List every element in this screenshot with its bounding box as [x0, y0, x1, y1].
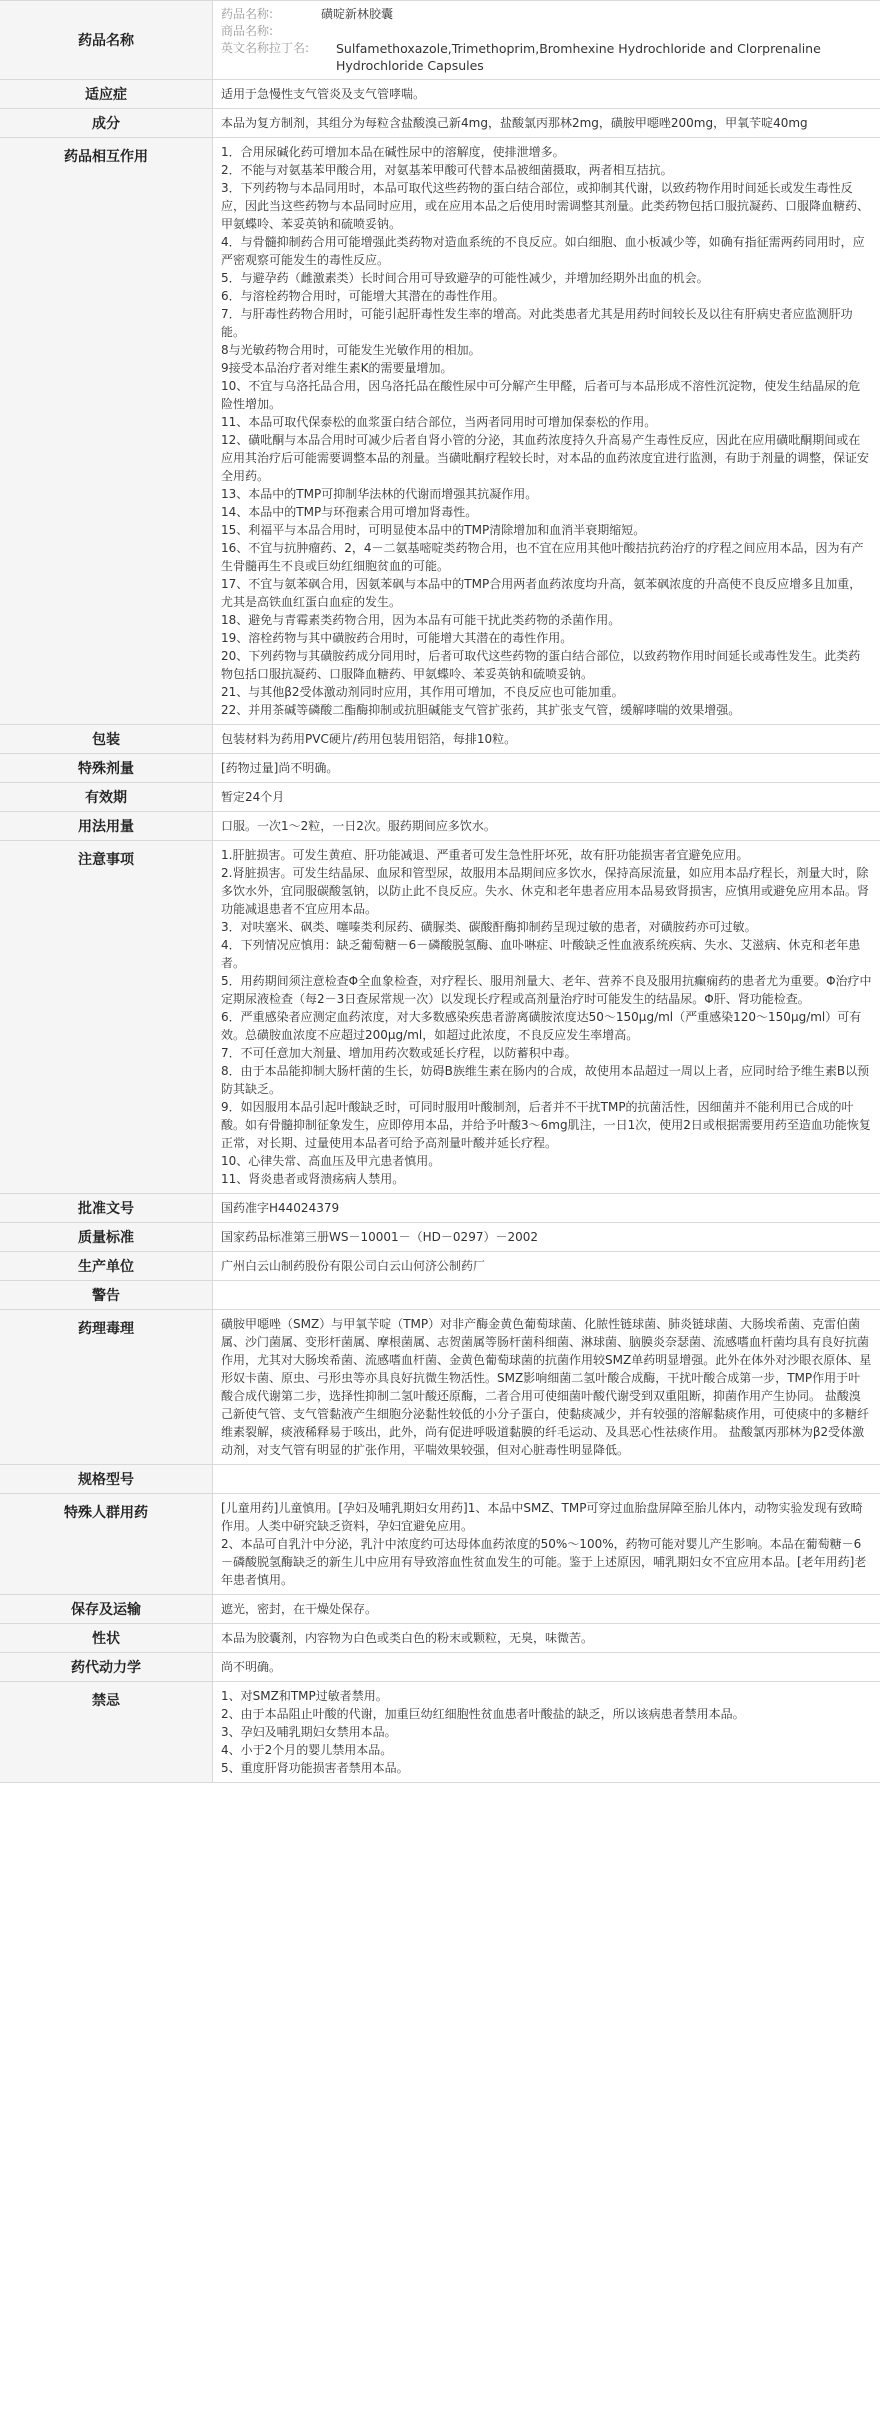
content-line: 13、本品中的TMP可抑制华法林的代谢而增强其抗凝作用。 — [221, 487, 538, 501]
content-line: 6．严重感染者应测定血药浓度，对大多数感染疾患者游离磺胺浓度达50～150μg/ml（严重感染120～150μg/ml）可有效。总磺胺血浓度不应超过200μg/ml，如超过此浓度，不良反应发生率增高。 — [221, 1010, 862, 1042]
section-label: 有效期 — [0, 783, 213, 811]
section-warning — [0, 1281, 880, 1310]
english-name-label: 英文名称拉丁名: — [221, 41, 310, 55]
content-line: 11、肾炎患者或肾溃疡病人禁用。 — [221, 1172, 405, 1186]
content-line: 广州白云山制药股份有限公司白云山何济公制药厂 — [221, 1259, 486, 1273]
section-content — [213, 754, 880, 782]
section-label: 警告 — [0, 1281, 213, 1309]
section-content — [213, 1494, 880, 1594]
section-approval — [0, 1194, 880, 1223]
english-name-value: Sulfamethoxazole,Trimethoprim,Bromhexine Hydrochloride and Clorprenaline Hydrochloride Capsules — [336, 41, 821, 73]
section-content — [213, 1682, 880, 1782]
section-label: 用法用量 — [0, 812, 213, 840]
content-line: 本品为胶囊剂，内容物为白色或类白色的粉末或颗粒，无臭，味微苦。 — [221, 1631, 594, 1645]
content-line: 国药准字H44024379 — [221, 1201, 340, 1215]
drug-names — [213, 1, 880, 79]
section-toxicology — [0, 1310, 880, 1465]
section-package — [0, 725, 880, 754]
section-label: 注意事项 — [0, 841, 213, 1193]
section-content — [213, 1310, 880, 1464]
content-line: 适用于急慢性支气管炎及支气管哮喘。 — [221, 87, 426, 101]
section-content — [213, 109, 880, 137]
content-line: 3、孕妇及哺乳期妇女禁用本品。 — [221, 1725, 397, 1739]
content-line: 1、对SMZ和TMP过敏者禁用。 — [221, 1689, 388, 1703]
section-content — [213, 1252, 880, 1280]
section-label: 规格型号 — [0, 1465, 213, 1493]
content-line: 8．由于本品能抑制大肠杆菌的生长，妨碍B族维生素在肠内的合成，故使用本品超过一周以上者，应同时给予维生素B以预防其缺乏。 — [221, 1064, 870, 1096]
section-label: 性状 — [0, 1624, 213, 1652]
section-standard — [0, 1223, 880, 1252]
section-content — [213, 138, 880, 724]
content-line: 1.肝脏损害。可发生黄疸、肝功能减退、严重者可发生急性肝坏死，故有肝功能损害者宜避免应用。 — [221, 848, 749, 862]
content-line: 2、本品可自乳汁中分泌，乳汁中浓度约可达母体血药浓度的50%～100%，药物可能对婴儿产生影响。本品在葡萄糖－6－磷酸脱氢酶缺乏的新生儿中应用有导致溶血性贫血发生的可能。鉴于上述原因，哺乳期妇女不宜应用本品。[老年用药]老年患者慎用。 — [221, 1537, 867, 1587]
section-label: 包装 — [0, 725, 213, 753]
section-content — [213, 1223, 880, 1251]
content-line: 遮光，密封，在干燥处保存。 — [221, 1602, 378, 1616]
section-content — [213, 725, 880, 753]
section-label: 成分 — [0, 109, 213, 137]
trade-name-label: 商品名称: — [221, 24, 274, 38]
section-storage — [0, 1595, 880, 1624]
section-content — [213, 783, 880, 811]
section-content — [213, 1653, 880, 1681]
content-line: 22、并用茶碱等磷酸二酯酶抑制或抗胆碱能支气管扩张药，其扩张支气管，缓解哮喘的效果增强。 — [221, 703, 741, 717]
content-line: 9．如因服用本品引起叶酸缺乏时，可同时服用叶酸制剂，后者并不干扰TMP的抗菌活性，因细菌并不能利用已合成的叶酸。如有骨髓抑制征象发生，应即停用本品，并给予叶酸3～6mg肌注，一日1次，使用2日或根据需要用药至造血功能恢复正常，对长期、过量使用本品者可给予高剂量叶酸并延长疗程。 — [221, 1100, 871, 1150]
section-content — [213, 1281, 880, 1309]
content-line: 4、小于2个月的婴儿禁用本品。 — [221, 1743, 393, 1757]
content-line: 磺胺甲噁唑（SMZ）与甲氧苄啶（TMP）对非产酶金黄色葡萄球菌、化脓性链球菌、肺炎链球菌、大肠埃希菌、克雷伯菌属、沙门菌属、变形杆菌属、摩根菌属、志贺菌属等肠杆菌科细菌、淋球菌、脑膜炎奈瑟菌、流感嗜血杆菌均具有良好抗菌作用，尤其对大肠埃希菌、流感嗜血杆菌、金黄色葡萄球菌的抗菌作用较SMZ单药明显增强。此外在体外对沙眼衣原体、星形奴卡菌、原虫、弓形虫等亦具良好抗微生物活性。SMZ影响细菌二氢叶酸合成酶，干扰叶酸合成第一步，TMP作用于叶酸合成代谢第二步，选择性抑制二氢叶酸还原酶，二者合用可使细菌叶酸代谢受到双重阻断，抑菌作用产生协同。 盐酸溴己新使气管、支气管黏液产生细胞分泌黏性较低的小分子蛋白，使黏痰减少，并有较强的溶解黏痰作用，可使痰中的多糖纤维素裂解，痰液稀释易于咳出，此外，尚有促进呼吸道黏膜的纤毛运动、及具恶心性祛痰作用。 盐酸氯丙那林为β2受体激动剂，对支气管有明显的扩张作用，平喘效果较强，但对心脏毒性明显降低。 — [221, 1317, 872, 1457]
section-content — [213, 80, 880, 108]
section-content — [213, 841, 880, 1193]
generic-name-value: 磺啶新林胶囊 — [321, 7, 394, 21]
content-line: 暂定24个月 — [221, 790, 285, 804]
section-content — [213, 1465, 880, 1493]
content-line: 18、避免与青霉素类药物合用，因为本品有可能干扰此类药物的杀菌作用。 — [221, 613, 621, 627]
content-line: [儿童用药]儿童慎用。[孕妇及哺乳期妇女用药]1、本品中SMZ、TMP可穿过血胎盘屏障至胎儿体内，动物实验发现有致畸作用。人类中研究缺乏资料，孕妇宜避免应用。 — [221, 1501, 863, 1533]
section-manufacturer — [0, 1252, 880, 1281]
section-label: 特殊剂量 — [0, 754, 213, 782]
content-line: 15、利福平与本品合用时，可明显使本品中的TMP清除增加和血消半衰期缩短。 — [221, 523, 646, 537]
content-line: 10、不宜与乌洛托品合用，因乌洛托品在酸性尿中可分解产生甲醛，后者可与本品形成不溶性沉淀物，使发生结晶尿的危险性增加。 — [221, 379, 861, 411]
section-label: 保存及运输 — [0, 1595, 213, 1623]
section-contraindications — [0, 1682, 880, 1783]
section-special_population — [0, 1494, 880, 1595]
content-line: 19、溶栓药物与其中磺胺药合用时，可能增大其潜在的毒性作用。 — [221, 631, 573, 645]
content-line: 7．不可任意加大剂量、增加用药次数或延长疗程，以防蓄积中毒。 — [221, 1046, 577, 1060]
section-model — [0, 1465, 880, 1494]
content-line: 9接受本品治疗者对维生素K的需要量增加。 — [221, 361, 453, 375]
content-line: 16、不宜与抗肿瘤药、2，4－二氨基嘧啶类药物合用，也不宜在应用其他叶酸拮抗药治疗的疗程之间应用本品，因为有产生骨髓再生不良或巨幼红细胞贫血的可能。 — [221, 541, 864, 573]
content-line: 3．对呋塞米、砜类、噻嗪类利尿药、磺脲类、碳酸酐酶抑制药呈现过敏的患者，对磺胺药亦可过敏。 — [221, 920, 757, 934]
content-line: 尚不明确。 — [221, 1660, 282, 1674]
section-validity — [0, 783, 880, 812]
section-label: 特殊人群用药 — [0, 1494, 213, 1594]
content-line: 2.肾脏损害。可发生结晶尿、血尿和管型尿，故服用本品期间应多饮水，保持高尿流量，如应用本品疗程长，剂量大时，除多饮水外，宜同服碳酸氢钠，以防止此不良反应。失水、休克和老年患者应用本品易致肾损害，应慎用或避免应用本品。肾功能减退患者不宜应用本品。 — [221, 866, 870, 916]
section-content — [213, 1194, 880, 1222]
generic-name-label: 药品名称: — [221, 7, 274, 21]
section-label: 药代动力学 — [0, 1653, 213, 1681]
section-name — [0, 1, 880, 80]
section-label: 质量标准 — [0, 1223, 213, 1251]
section-interactions — [0, 138, 880, 725]
content-line: 12、磺吡酮与本品合用时可减少后者自肾小管的分泌，其血药浓度持久升高易产生毒性反应，因此在应用磺吡酮期间或在应用其治疗后可能需要调整本品的剂量。当磺吡酮疗程较长时，对本品的血药浓度宜进行监测，有助于剂量的调整，保证安全用药。 — [221, 433, 870, 483]
section-label: 禁忌 — [0, 1682, 213, 1782]
content-line: 8与光敏药物合用时，可能发生光敏作用的相加。 — [221, 343, 481, 357]
section-content — [213, 1624, 880, 1652]
content-line: 11、本品可取代保泰松的血浆蛋白结合部位，当两者同用时可增加保泰松的作用。 — [221, 415, 657, 429]
content-line: 17、不宜与氨苯砜合用，因氨苯砜与本品中的TMP合用两者血药浓度均升高，氨苯砜浓度的升高使不良反应增多且加重，尤其是高铁血红蛋白血症的发生。 — [221, 577, 862, 609]
trade-name-value — [321, 23, 872, 40]
content-line: 国家药品标准第三册WS－10001－（HD－0297）－2002 — [221, 1230, 538, 1244]
content-line: 14、本品中的TMP与环孢素合用可增加肾毒性。 — [221, 505, 478, 519]
content-line: 4．下列情况应慎用：缺乏葡萄糖－6－磷酸脱氢酶、血卟啉症、叶酸缺乏性血液系统疾病、失水、艾滋病、休克和老年患者。 — [221, 938, 861, 970]
content-line: 5．用药期间须注意检查Φ全血象检查，对疗程长、服用剂量大、老年、营养不良及服用抗癫痫药的患者尤为重要。Φ治疗中定期尿液检查（每2－3日查尿常规一次）以发现长疗程或高剂量治疗时可能发生的结晶尿。Φ肝、肾功能检查。 — [221, 974, 872, 1006]
content-line: 1．合用尿碱化药可增加本品在碱性尿中的溶解度，使排泄增多。 — [221, 145, 565, 159]
content-line: 7．与肝毒性药物合用时，可能引起肝毒性发生率的增高。对此类患者尤其是用药时间较长及以往有肝病史者应监测肝功能。 — [221, 307, 853, 339]
section-content — [213, 1595, 880, 1623]
content-line: [药物过量]尚不明确。 — [221, 761, 339, 775]
section-dosage — [0, 812, 880, 841]
content-line: 4．与骨髓抑制药合用可能增强此类药物对造血系统的不良反应。如白细胞、血小板减少等，如确有指征需两药同用时，应严密观察可能发生的毒性反应。 — [221, 235, 865, 267]
content-line: 5、重度肝肾功能损害者禁用本品。 — [221, 1761, 409, 1775]
section-indication — [0, 80, 880, 109]
content-line: 口服。一次1～2粒，一日2次。服药期间应多饮水。 — [221, 819, 496, 833]
content-line: 5．与避孕药（雌激素类）长时间合用可导致避孕的可能性减少，并增加经期外出血的机会。 — [221, 271, 709, 285]
section-overdose — [0, 754, 880, 783]
section-label: 药品名称 — [0, 1, 213, 79]
section-ingredients — [0, 109, 880, 138]
content-line: 本品为复方制剂，其组分为每粒含盐酸溴己新4mg，盐酸氯丙那林2mg，磺胺甲噁唑200mg，甲氧苄啶40mg — [221, 116, 808, 130]
section-content — [213, 812, 880, 840]
section-precautions — [0, 841, 880, 1194]
section-property — [0, 1624, 880, 1653]
content-line: 2、由于本品阻止叶酸的代谢，加重巨幼红细胞性贫血患者叶酸盐的缺乏，所以该病患者禁用本品。 — [221, 1707, 745, 1721]
content-line: 20、下列药物与其磺胺药成分同用时，后者可取代这些药物的蛋白结合部位，以致药物作用时间延长或毒性发生。此类药物包括口服抗凝药、口服降血糖药、甲氨蝶呤、苯妥英钠和硫喷妥钠。 — [221, 649, 861, 681]
content-line: 10、心律失常、高血压及甲亢患者慎用。 — [221, 1154, 441, 1168]
content-line: 3．下列药物与本品同用时，本品可取代这些药物的蛋白结合部位，或抑制其代谢，以致药物作用时间延长或发生毒性反应，因此当这些药物与本品同时应用，或在应用本品之后使用时需调整其剂量。此类药物包括口服抗凝药、口服降血糖药、甲氨蝶呤、苯妥英钠和硫喷妥钠。 — [221, 181, 870, 231]
section-pharmacokinetics — [0, 1653, 880, 1682]
section-label: 批准文号 — [0, 1194, 213, 1222]
section-label: 生产单位 — [0, 1252, 213, 1280]
content-line: 2．不能与对氨基苯甲酸合用，对氨基苯甲酸可代替本品被细菌摄取，两者相互拮抗。 — [221, 163, 673, 177]
content-line: 21、与其他β2受体激动剂同时应用，其作用可增加，不良反应也可能加重。 — [221, 685, 624, 699]
section-label: 适应症 — [0, 80, 213, 108]
section-label: 药理毒理 — [0, 1310, 213, 1464]
content-line: 6．与溶栓药物合用时，可能增大其潜在的毒性作用。 — [221, 289, 505, 303]
content-line: 包装材料为药用PVC硬片/药用包装用铝箔，每排10粒。 — [221, 732, 517, 746]
section-label: 药品相互作用 — [0, 138, 213, 724]
